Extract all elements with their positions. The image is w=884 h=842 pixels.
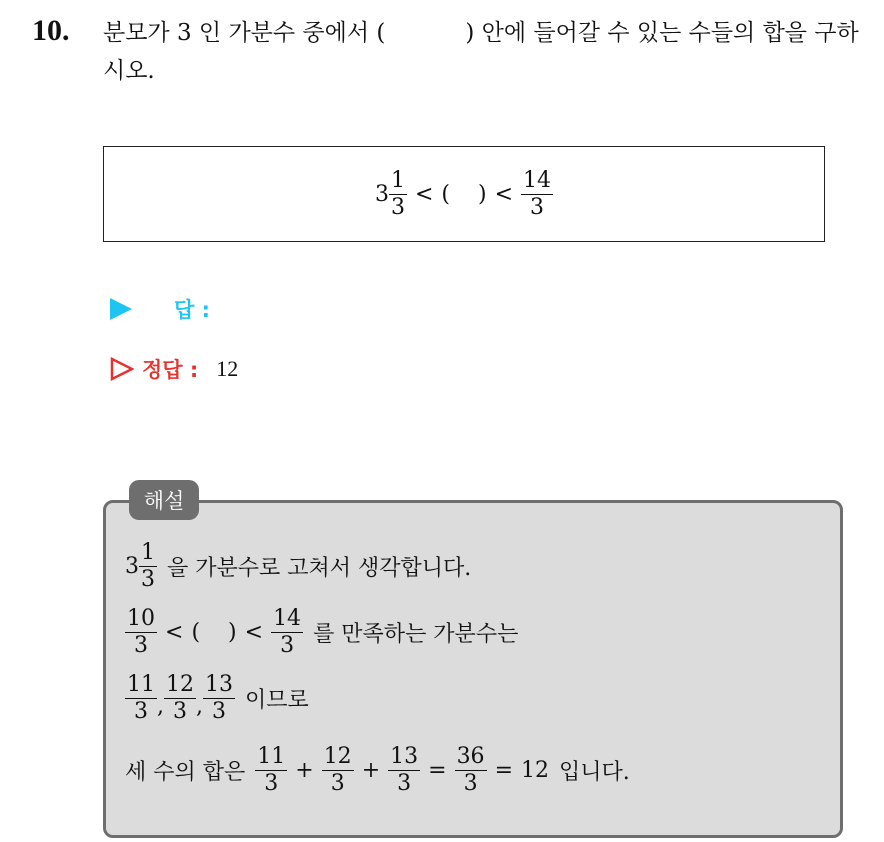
- fraction-numerator: 36: [456, 744, 485, 769]
- mixed-whole: 3: [125, 554, 139, 579]
- explanation-line-3: [125, 674, 309, 723]
- condition-box: [103, 146, 825, 242]
- question-text-before: 분모가 3 인 가분수 중에서 (: [103, 20, 386, 46]
- fraction: [388, 746, 420, 795]
- fraction-denominator: 3: [255, 770, 287, 795]
- explanation-text: 을 가분수로 고쳐서 생각합니다.: [167, 556, 472, 581]
- plus-sign: +: [295, 758, 314, 783]
- less-than-sign: <: [414, 181, 434, 207]
- fraction: [255, 746, 287, 795]
- fraction: [125, 608, 157, 657]
- mixed-whole: 3: [374, 181, 389, 207]
- fraction-numerator: 13: [205, 672, 233, 697]
- explanation-line-4: [125, 746, 630, 795]
- fraction-numerator: 1: [141, 540, 155, 565]
- fraction: [125, 674, 157, 723]
- answer-row: [110, 294, 210, 324]
- comma: ,: [157, 694, 164, 719]
- equals-sign: =: [428, 758, 447, 783]
- correct-answer-label: 정답 :: [142, 358, 199, 382]
- fraction-denominator: 3: [125, 698, 157, 723]
- fraction-numerator: 10: [127, 606, 155, 631]
- correct-answer-value: 12: [216, 356, 239, 381]
- question-number: 10.: [32, 14, 70, 47]
- fraction-denominator: 3: [388, 770, 420, 795]
- result-value: 12: [521, 758, 549, 783]
- explanation-line-2: [125, 608, 518, 657]
- fraction-numerator: 11: [127, 672, 155, 697]
- question-text: [103, 14, 873, 90]
- correct-answer-row: [110, 354, 238, 384]
- answer-label: 답 :: [174, 298, 210, 322]
- explanation-text: 를 만족하는 가분수는: [313, 622, 519, 647]
- mixed-number: [374, 167, 407, 220]
- explanation-tab: 해설: [129, 480, 199, 520]
- fraction-denominator: 3: [125, 632, 157, 657]
- fraction-numerator: 1: [390, 167, 405, 193]
- paren-open: (: [191, 620, 201, 645]
- plus-sign: +: [361, 758, 381, 783]
- fraction: [455, 746, 487, 795]
- fraction-denominator: 3: [521, 194, 553, 219]
- explanation-line-1: [125, 542, 471, 591]
- fraction-numerator: 12: [166, 672, 194, 697]
- fraction-denominator: 3: [455, 770, 487, 795]
- fraction-denominator: 3: [390, 194, 405, 220]
- paren-close: ): [478, 181, 487, 207]
- fraction-denominator: 3: [322, 770, 354, 795]
- fraction-numerator: 13: [390, 744, 419, 769]
- fraction-numerator: 11: [257, 744, 286, 769]
- fraction-numerator: 14: [273, 606, 302, 631]
- fraction-numerator: 12: [323, 744, 352, 769]
- fraction-denominator: 3: [271, 632, 303, 657]
- fraction: [322, 746, 354, 795]
- fraction: [139, 542, 157, 591]
- equals-sign: =: [494, 758, 513, 783]
- explanation-text: 입니다.: [559, 760, 630, 785]
- fraction-denominator: 3: [203, 698, 235, 723]
- less-than-sign: <: [494, 181, 514, 207]
- fraction-fourteen-thirds: [521, 167, 553, 220]
- filled-triangle-icon: [110, 298, 132, 320]
- fraction-one-third: [389, 167, 407, 220]
- explanation-text: 세 수의 합은: [125, 760, 246, 785]
- fraction: [203, 674, 235, 723]
- question-text-after: ) 안에 들어갈 수 있는 수들의 합을 구하시오.: [103, 20, 859, 84]
- fraction-denominator: 3: [164, 698, 196, 723]
- explanation-text: 이므로: [245, 688, 309, 713]
- less-than-sign: <: [165, 620, 184, 645]
- less-than-sign: <: [244, 620, 264, 645]
- paren-close: ): [228, 620, 237, 645]
- outline-triangle-icon: [110, 357, 134, 381]
- paren-open: (: [441, 181, 450, 207]
- fraction-denominator: 3: [141, 567, 155, 592]
- fraction-numerator: 14: [523, 167, 552, 193]
- fraction: [164, 674, 196, 723]
- comma: ,: [196, 694, 203, 719]
- fraction: [271, 608, 303, 657]
